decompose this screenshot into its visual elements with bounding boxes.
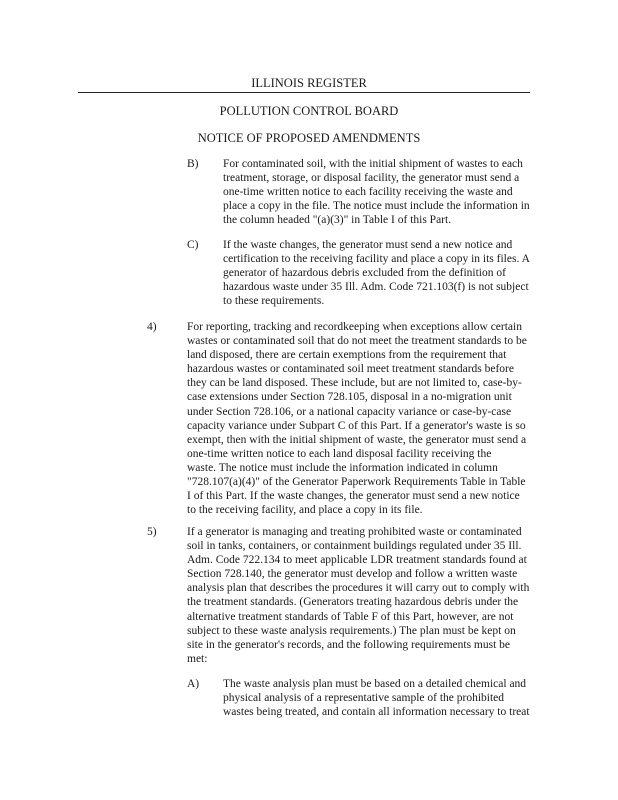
text-line: land disposed, there are certain exemptions from the requirement that [187, 349, 507, 362]
paragraph-5 [187, 525, 529, 666]
paragraph-c [223, 238, 530, 308]
paragraph-label-5: 5) [147, 526, 157, 538]
header-rule [78, 92, 530, 93]
text-line: If a generator is managing and treating prohibited waste or contaminated [187, 526, 522, 538]
paragraph-b [223, 157, 530, 227]
text-line: For contaminated soil, with the initial shipment of wastes to each [223, 158, 523, 170]
text-line: hazardous waste under 35 Ill. Adm. Code 721.103(f) is not subject [223, 281, 529, 294]
text-line: soil in tanks, containers, or containment buildings regulated under 35 Ill. [187, 540, 522, 553]
text-line: Section 728.140, the generator must develop and follow a written waste [187, 568, 518, 581]
paragraph-a [223, 677, 530, 719]
text-line: exempt, then with the initial shipment of waste, the generator must send a [187, 433, 527, 446]
text-line: If the waste changes, the generator must send a new notice and [223, 239, 513, 251]
paragraph-4 [187, 320, 527, 517]
text-line: place a copy in the file. The notice must include the information in [223, 200, 530, 213]
text-line: wastes being treated, and contain all information necessary to treat [223, 706, 530, 719]
text-line: generator of hazardous debris excluded from the definition of [223, 267, 506, 280]
text-line: "728.107(a)(4)" of the Generator Paperwork Requirements Table in Table [187, 476, 526, 489]
text-line: one-time written notice to each land disposal facility receiving the [187, 447, 492, 460]
paragraph-label-4: 4) [147, 321, 157, 333]
text-line: the column headed "(a)(3)" in Table I of this Part. [223, 214, 452, 227]
text-line: capacity variance under Subpart C of this Part. If a generator's waste is so [187, 419, 526, 432]
paragraph-label-b: B) [187, 158, 199, 170]
text-line: to these requirements. [223, 295, 325, 308]
text-line: Adm. Code 722.134 to meet applicable LDR treatment standards found at [187, 554, 527, 567]
board-title: POLLUTION CONTROL BOARD [219, 104, 399, 118]
paragraph-label-c: C) [187, 239, 199, 251]
text-line: hazardous wastes or contaminated soil meet treatment standards before [187, 363, 514, 376]
text-line: waste. The notice must include the information indicated in column [187, 461, 498, 474]
text-line: analysis plan that describes the procedures it will carry out to comply with [187, 582, 530, 595]
text-line: site in the generator's records, and the following requirements must be [187, 638, 511, 651]
text-line: they can be land disposed. These include, but are not limited to, case-by- [187, 377, 522, 390]
text-line: treatment, storage, or disposal facility, the generator must send a [223, 172, 520, 185]
text-line: met: [187, 652, 208, 665]
register-title: ILLINOIS REGISTER [251, 76, 367, 90]
text-line: The waste analysis plan must be based on a detailed chemical and [223, 678, 527, 690]
text-line: certification to the receiving facility and place a copy in its files. A [223, 253, 530, 266]
text-line: alternative treatment standards of Table F of this Part, however, are not [187, 610, 514, 623]
text-line: I of this Part. If the waste changes, the generator must send a new notice [187, 490, 520, 503]
text-line: to the receiving facility, and place a copy in its file. [187, 504, 423, 517]
text-line: the treatment standards. (Generators treating hazardous debris under the [187, 596, 519, 609]
text-line: subject to these waste analysis requirements.) The plan must be kept on [187, 624, 516, 637]
text-line: physical analysis of a representative sample of the prohibited [223, 692, 505, 705]
text-line: under Section 728.106, or a national capacity variance or case-by-case [187, 405, 512, 418]
text-line: one-time written notice to each facility receiving the waste and [223, 186, 513, 199]
text-line: case extensions under Section 728.105, disposal in a no-migration unit [187, 391, 512, 404]
text-line: wastes or contaminated soil that do not meet the treatment standards to be [187, 335, 527, 348]
text-line: For reporting, tracking and recordkeeping when exceptions allow certain [187, 321, 522, 333]
notice-title: NOTICE OF PROPOSED AMENDMENTS [197, 131, 421, 145]
paragraph-label-a: A) [187, 678, 200, 690]
